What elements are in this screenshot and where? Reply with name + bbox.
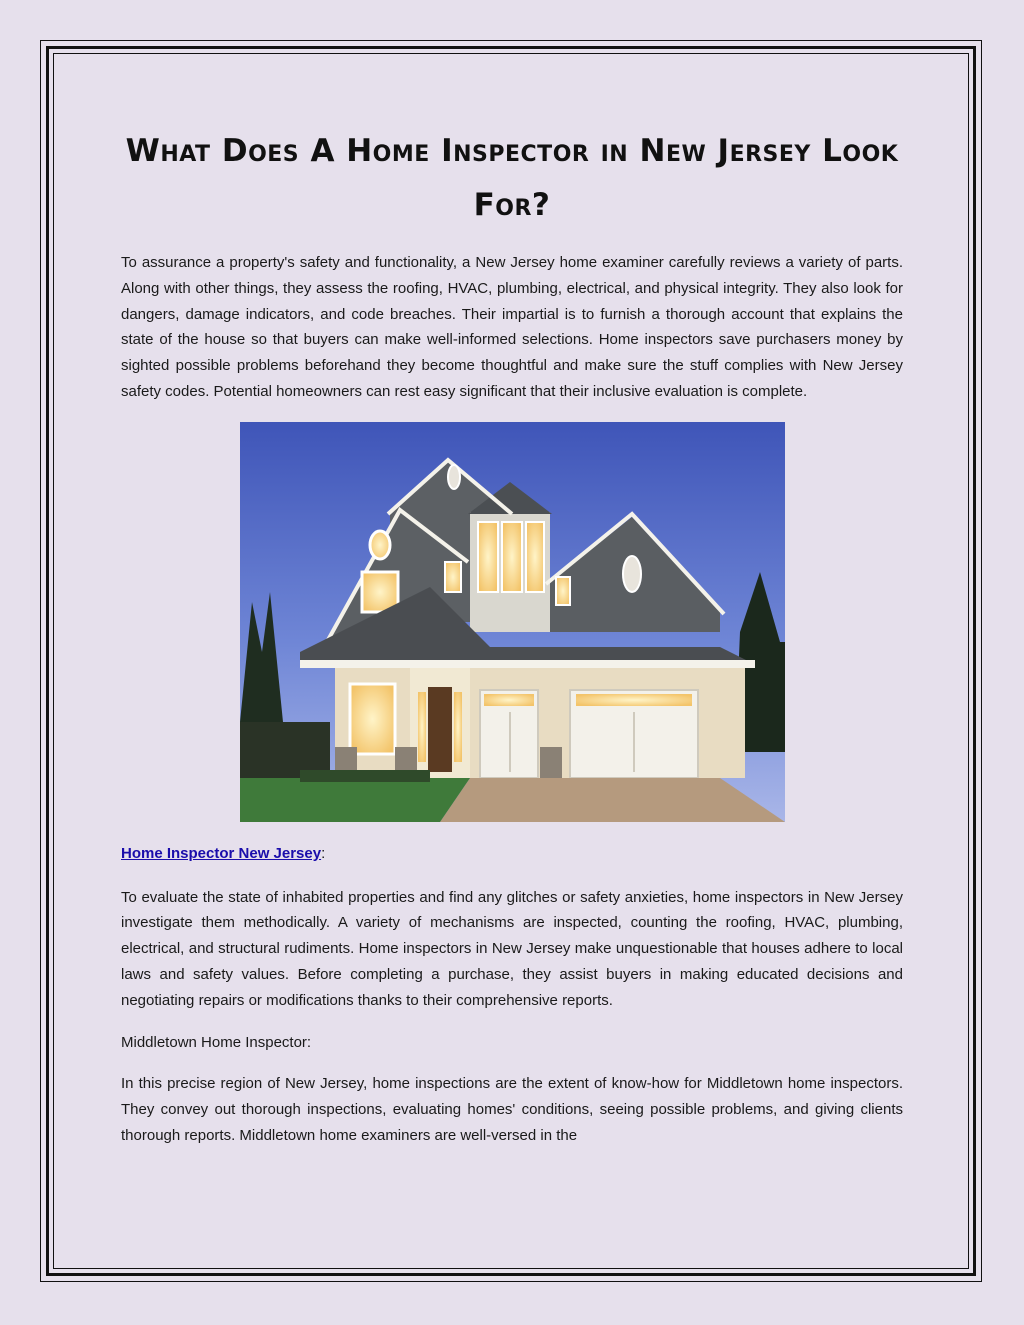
- document-title: What Does A Home Inspector in New Jersey Look For?: [125, 133, 899, 223]
- link-suffix: :: [321, 844, 326, 862]
- house-photo: [240, 422, 785, 822]
- home-inspector-nj-link[interactable]: Home Inspector New Jersey: [121, 844, 322, 862]
- document-content: [121, 124, 903, 1149]
- link-line: [121, 841, 903, 867]
- body-paragraph-3: In this precise region of New Jersey, home inspections are the extent of know-how for Middletown home inspectors. They convey out thorough inspections, evaluating homes' conditions, seeing possible problems, and giving clients thorough reports. Middletown home examiners are well-versed in the: [121, 1075, 903, 1144]
- intro-paragraph: To assurance a property's safety and functionality, a New Jersey home examiner carefully reviews a variety of parts. Along with other things, they assess the roofing, HVAC, plumbing, electrical, and physical integrity. They also look for dangers, damage indicators, and code breaches. Their impartial is to furnish a thorough account that explains the state of the house so that buyers can make well-informed selections. Home inspectors save purchasers money by sighted possible problems beforehand they become thoughtful and make sure the stuff complies with New Jersey safety codes. Potential homeowners can rest easy significant that their inclusive evaluation is complete.: [121, 254, 903, 400]
- subheading: Middletown Home Inspector:: [121, 1033, 312, 1051]
- body-paragraph-2: To evaluate the state of inhabited properties and find any glitches or safety anxieties, home inspectors in New Jersey investigate them methodically. A variety of mechanisms are inspected, counting the roofing, HVAC, plumbing, electrical, and structural rudiments. Home inspectors in New Jersey make unquestionable that houses adhere to local laws and safety values. Before completing a purchase, they assist buyers in making educated decisions and negotiating repairs or modifications thanks to their comprehensive reports.: [121, 888, 903, 1009]
